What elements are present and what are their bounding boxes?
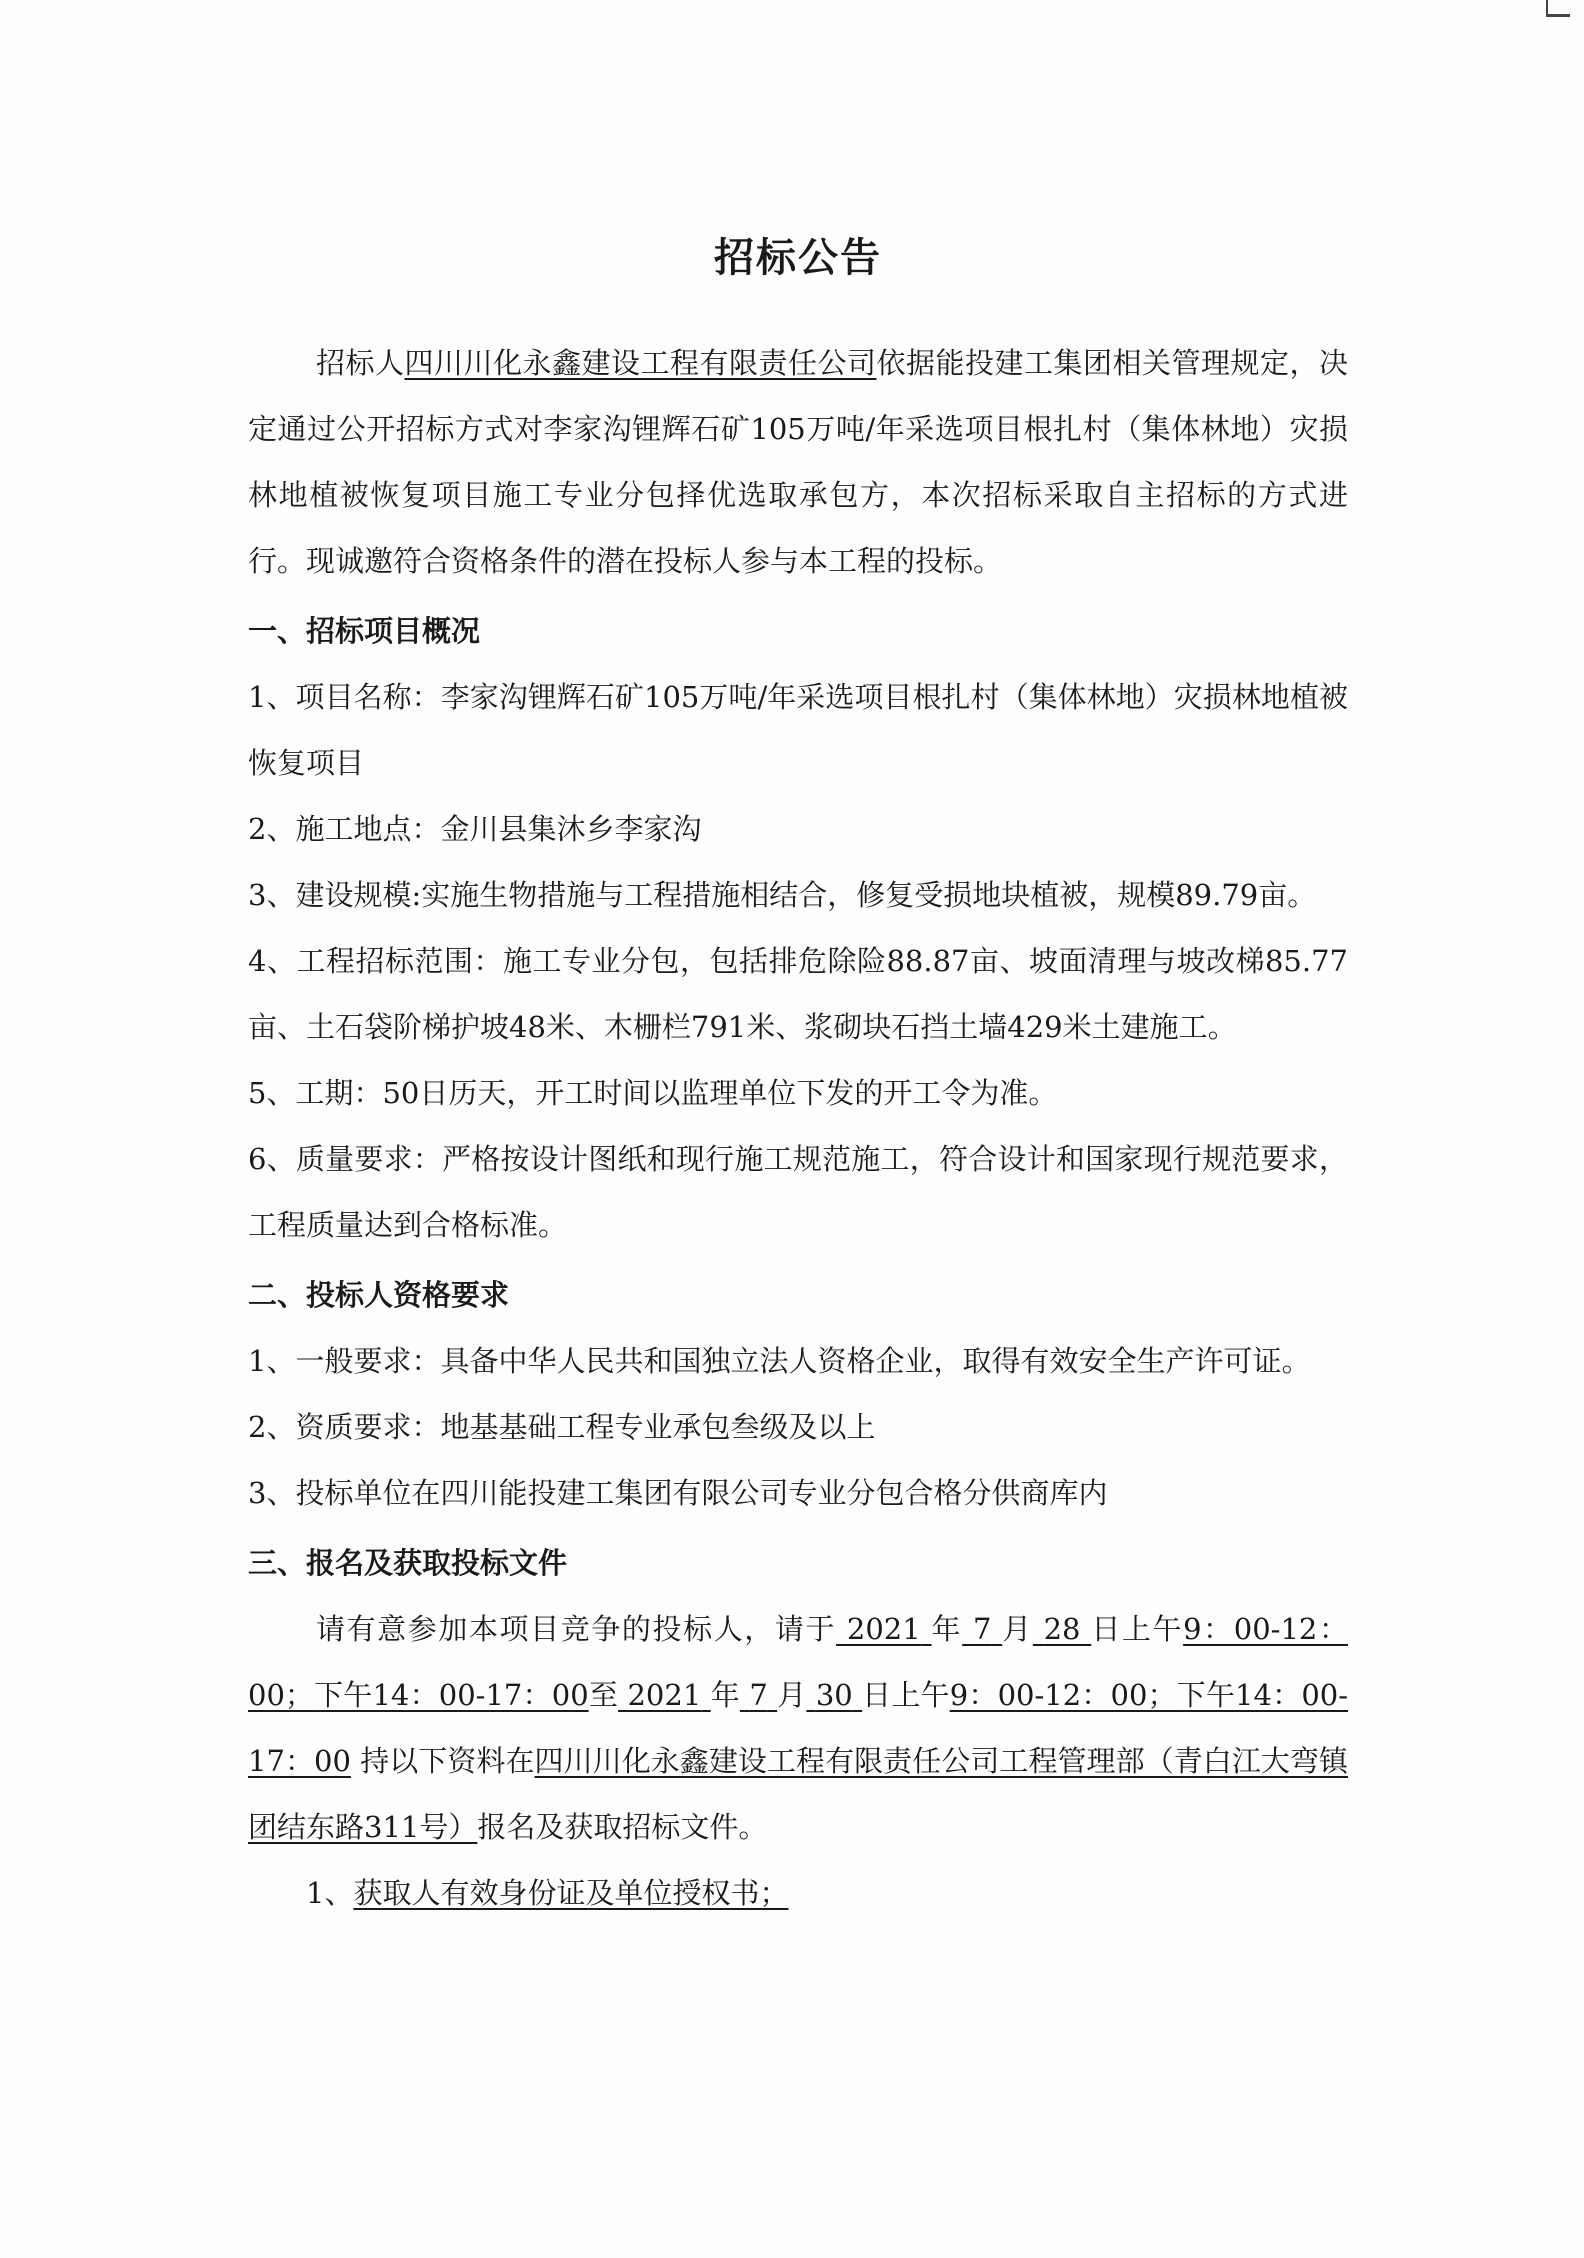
scan-corner-mark <box>1546 0 1570 17</box>
tenderer-name: 四川川化永鑫建设工程有限责任公司 <box>404 346 877 380</box>
bring-label: 持以下资料在 <box>360 1744 535 1778</box>
section-heading-qualification: 二、投标人资格要求 <box>248 1278 510 1312</box>
registration-end: 报名及获取招标文件。 <box>477 1810 768 1844</box>
overview-item: 6、质量要求：严格按设计图纸和现行施工规范施工，符合设计和国家现行规范要求，工程质量达到合格标准。 <box>248 1142 1348 1242</box>
to-label: 至 <box>588 1678 619 1712</box>
month-label: 月 <box>1002 1612 1033 1646</box>
document-body <box>248 228 1348 1926</box>
start-year: 2021 <box>846 1612 921 1646</box>
end-year: 2021 <box>627 1678 702 1712</box>
registration-lead: 请有意参加本项目竞争的投标人，请于 <box>316 1612 837 1646</box>
end-month: 7 <box>749 1678 768 1712</box>
overview-item: 3、建设规模:实施生物措施与工程措施相结合，修复受损地块植被，规模89.79亩。 <box>248 878 1317 912</box>
end-day: 30 <box>815 1678 853 1712</box>
end-am-hours: 9：00-12：00； <box>949 1678 1177 1712</box>
registration-paragraph <box>248 1596 1348 1860</box>
intro-paragraph <box>248 330 1348 594</box>
month-label: 月 <box>777 1678 807 1712</box>
section-heading-registration: 三、报名及获取投标文件 <box>248 1546 568 1580</box>
end-pm-hours: 下午14：00-17：00 <box>248 1678 1349 1778</box>
year-label: 年 <box>710 1678 740 1712</box>
year-label: 年 <box>931 1612 963 1646</box>
start-month: 7 <box>972 1612 992 1646</box>
registration-item-number: 1、 <box>306 1876 354 1910</box>
overview-item: 1、项目名称：李家沟锂辉石矿105万吨/年采选项目根扎村（集体林地）灾损林地植被恢复项目 <box>248 680 1348 780</box>
overview-item: 5、工期：50日历天，开工时间以监理单位下发的开工令为准。 <box>248 1076 1058 1110</box>
registration-item-text: 获取人有效身份证及单位授权书； <box>353 1876 789 1910</box>
start-am-hours: 9：00-12：00； <box>248 1612 1348 1712</box>
day-am-label: 日上午 <box>1091 1612 1184 1646</box>
registration-place: 四川川化永鑫建设工程有限责任公司工程管理部（青白江大弯镇团结东路311号） <box>248 1744 1348 1844</box>
day-am-label: 日上午 <box>862 1678 950 1712</box>
intro-prefix: 招标人 <box>316 346 405 380</box>
overview-item: 2、施工地点：金川县集沐乡李家沟 <box>248 812 702 846</box>
qualification-item: 3、投标单位在四川能投建工集团有限公司专业分包合格分供商库内 <box>248 1476 1108 1510</box>
registration-item <box>248 1860 1348 1926</box>
start-pm-hours: 下午14：00-17：00 <box>313 1678 589 1712</box>
overview-item: 4、工程招标范围：施工专业分包，包括排危除险88.87亩、坡面清理与坡改梯85.77亩、土石袋阶梯护坡48米、木栅栏791米、浆砌块石挡土墙429米土建施工。 <box>248 944 1348 1044</box>
section-heading-overview: 一、招标项目概况 <box>248 614 481 648</box>
qualification-item: 1、一般要求：具备中华人民共和国独立法人资格企业，取得有效安全生产许可证。 <box>248 1344 1311 1378</box>
start-day: 28 <box>1043 1612 1081 1646</box>
qualification-item: 2、资质要求：地基基础工程专业承包叁级及以上 <box>248 1410 876 1444</box>
intro-text: 依据能投建工集团相关管理规定，决定通过公开招标方式对李家沟锂辉石矿105万吨/年采选项目根扎村（集体林地）灾损林地植被恢复项目施工专业分包择优选取承包方，本次招标采取自主招标的方式进行。现诚邀符合资格条件的潜在投标人参与本工程的投标。 <box>248 346 1348 578</box>
page-title: 招标公告 <box>714 235 882 281</box>
